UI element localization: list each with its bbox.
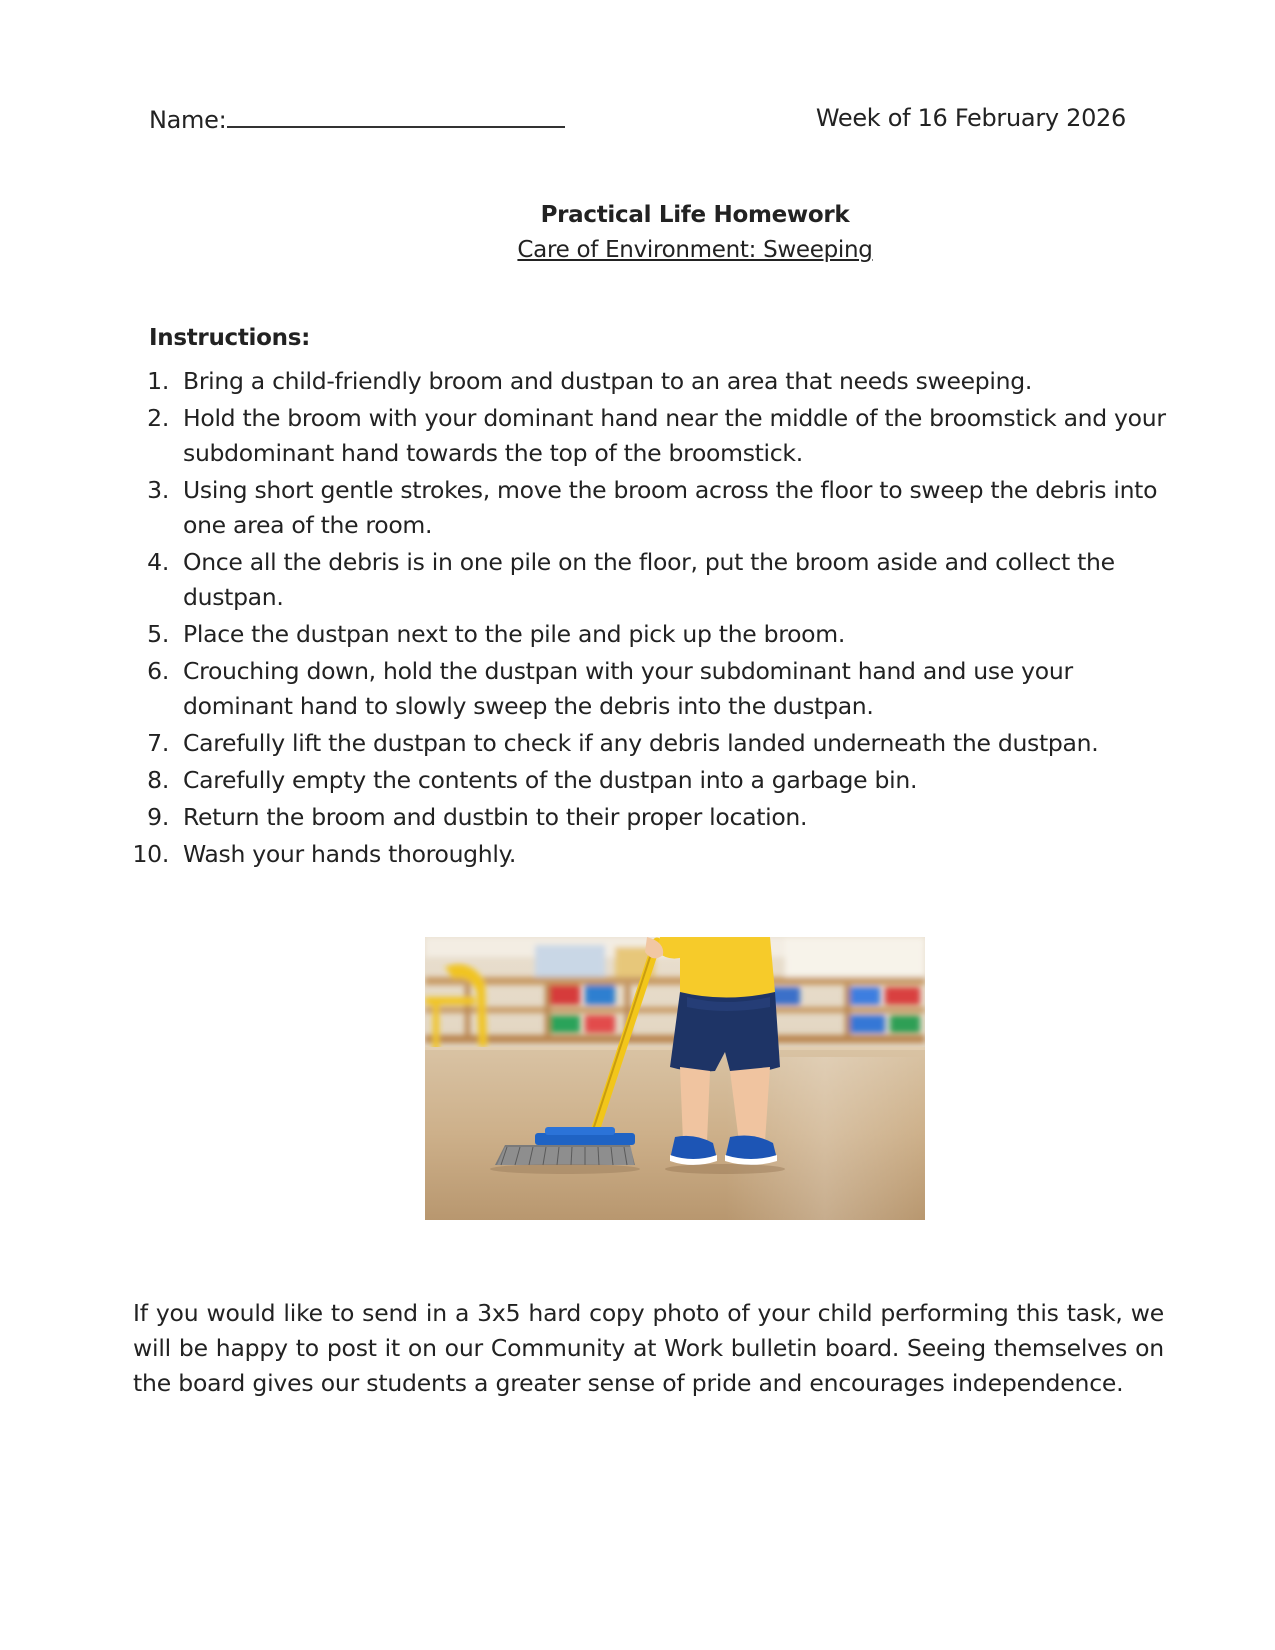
step-text: Hold the broom with your dominant hand near the middle of the broomstick and your subdominant hand towards the top of the broomstick. <box>183 404 1166 467</box>
step-number: 10. <box>132 840 169 868</box>
step-number: 3. <box>147 476 169 504</box>
page-title: Practical Life Homework <box>540 202 850 228</box>
instruction-step <box>120 473 1170 543</box>
step-text: Bring a child-friendly broom and dustpan to an area that needs sweeping. <box>183 367 1033 395</box>
step-text: Carefully empty the contents of the dustpan into a garbage bin. <box>183 766 918 794</box>
step-number: 6. <box>147 657 169 685</box>
name-field <box>149 104 565 134</box>
name-label: Name: <box>149 106 227 134</box>
instruction-step <box>120 617 1170 652</box>
step-number: 1. <box>147 367 169 395</box>
instruction-step <box>120 364 1170 399</box>
step-text: Using short gentle strokes, move the broom across the floor to sweep the debris into one area of the room. <box>183 476 1158 539</box>
step-number: 8. <box>147 766 169 794</box>
child-sweeping-illustration <box>425 937 925 1220</box>
child-sweeping-photo <box>425 937 925 1220</box>
step-number: 7. <box>147 729 169 757</box>
instructions-list <box>120 364 1170 874</box>
step-number: 5. <box>147 620 169 648</box>
instructions-heading: Instructions: <box>149 325 311 351</box>
step-text: Crouching down, hold the dustpan with your subdominant hand and use your dominant hand to slowly sweep the debris into the dustpan. <box>183 657 1073 720</box>
instruction-step <box>120 763 1170 798</box>
instruction-step <box>120 837 1170 872</box>
page-subtitle: Care of Environment: Sweeping <box>517 237 873 263</box>
step-text: Place the dustpan next to the pile and pick up the broom. <box>183 620 845 648</box>
instruction-step <box>120 726 1170 761</box>
worksheet-header <box>149 104 1126 138</box>
step-text: Wash your hands thoroughly. <box>183 840 517 868</box>
instruction-step <box>120 654 1170 724</box>
instruction-step <box>120 401 1170 471</box>
step-number: 4. <box>147 548 169 576</box>
footer-note: If you would like to send in a 3x5 hard copy photo of your child performing this task, we will be happy to post it on our Community at Work bulletin board. Seeing themselves on the board gives our students a greater sense of pride and encourages independence. <box>133 1299 1164 1397</box>
name-blank-line <box>227 104 565 128</box>
step-text: Return the broom and dustbin to their proper location. <box>183 803 808 831</box>
week-date: Week of 16 February 2026 <box>815 104 1126 132</box>
instruction-step <box>120 800 1170 835</box>
step-number: 9. <box>147 803 169 831</box>
instruction-step <box>120 545 1170 615</box>
step-text: Once all the debris is in one pile on the floor, put the broom aside and collect the dustpan. <box>183 548 1115 611</box>
step-number: 2. <box>147 404 169 432</box>
title-block <box>0 198 1275 267</box>
step-text: Carefully lift the dustpan to check if any debris landed underneath the dustpan. <box>183 729 1099 757</box>
